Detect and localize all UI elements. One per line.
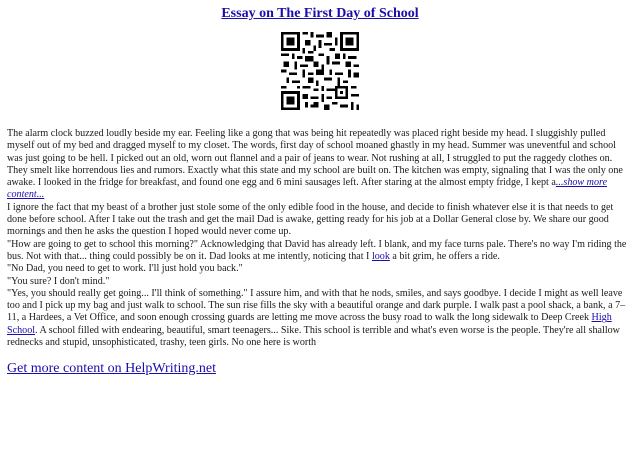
- show-more-link[interactable]: ...show more content...: [7, 177, 608, 201]
- essay-paragraph: "You sure? I don't mind.": [7, 275, 110, 287]
- essay-paragraph: [7, 239, 633, 264]
- essay-paragraph: [7, 128, 633, 202]
- qr-code-icon: [281, 32, 359, 110]
- essay-paragraph: I ignore the fact that my beast of a brother just stole some of the only edible food in the house, and decide to finish whatever else it is that needs to get done before school. After I take out the trash and get the mail Dad is awake, getting ready for his job at a Dollar General close by. We share our good mornings and then he asks the question I hoped would never come up.: [7, 201, 614, 238]
- essay-text: "Yes, you should really get going... I'll think of something." I assure him, and with that he nods, smiles, and says goodbye. I decide I might as well leave too and I pick up my bag and just walk to school. The sun rise fills the sky with a beautiful orange and dark purple. I walk past a pool shack, a bank, a 7–11, a Hardees, a Vet Office, and soon enough crossing guards are letting me move across the busy road to walk the long sidewalk to Deep Creek: [7, 287, 626, 324]
- essay-title: [0, 6, 640, 22]
- essay-text: "How are going to get to school this morning?" Acknowledging that David has already left. I blank, and my face turns pale. There's no way I'm riding the bus. Not with that... thing could possibly be on it. Dad looks at me intently, noticing that I: [7, 238, 627, 262]
- essay-paragraph: [7, 288, 633, 349]
- essay-body: [7, 128, 633, 349]
- get-more-content-link[interactable]: Get more content on HelpWriting.net: [7, 361, 216, 376]
- essay-text: . A school filled with endearing, beautiful, smart teenagers... Sike. This school is terrible and what's even worse is the people. They're all shallow rednecks and stupid, unsophisticated, trashy, teen girls. No one here is worth: [7, 324, 620, 349]
- inline-link-look[interactable]: look: [371, 250, 390, 262]
- essay-text: a bit grim, he offers a ride.: [392, 250, 500, 262]
- essay-text: The alarm clock buzzed loudly beside my ear. Feeling like a gong that was being hit repeatedly was placed right beside my head. I sluggishly pulled myself out of my bed and dragged myself to my closet. The words, first day of school moaned ghastly in my head. Summer was uneventful and school was just going to be hell. I picked out an old, worn out flannel and a pair of jeans to wear. Not rushing at all, I struggled to put the raggedy clothes on. They smelt like horrendous lies and rumors. Exactly what this state and my school are built on. The kitchen was empty, signaling that I was the only one awake. I looked in the fridge for breakfast, and found one egg and 6 mini sausages left. After staring at the almost empty fridge, I kept a: [7, 128, 623, 189]
- essay-title-link[interactable]: Essay on The First Day of School: [221, 6, 419, 21]
- essay-paragraph: "No Dad, you need to get to work. I'll just hold you back.": [7, 263, 243, 275]
- inline-link-high-school[interactable]: High School: [7, 312, 612, 336]
